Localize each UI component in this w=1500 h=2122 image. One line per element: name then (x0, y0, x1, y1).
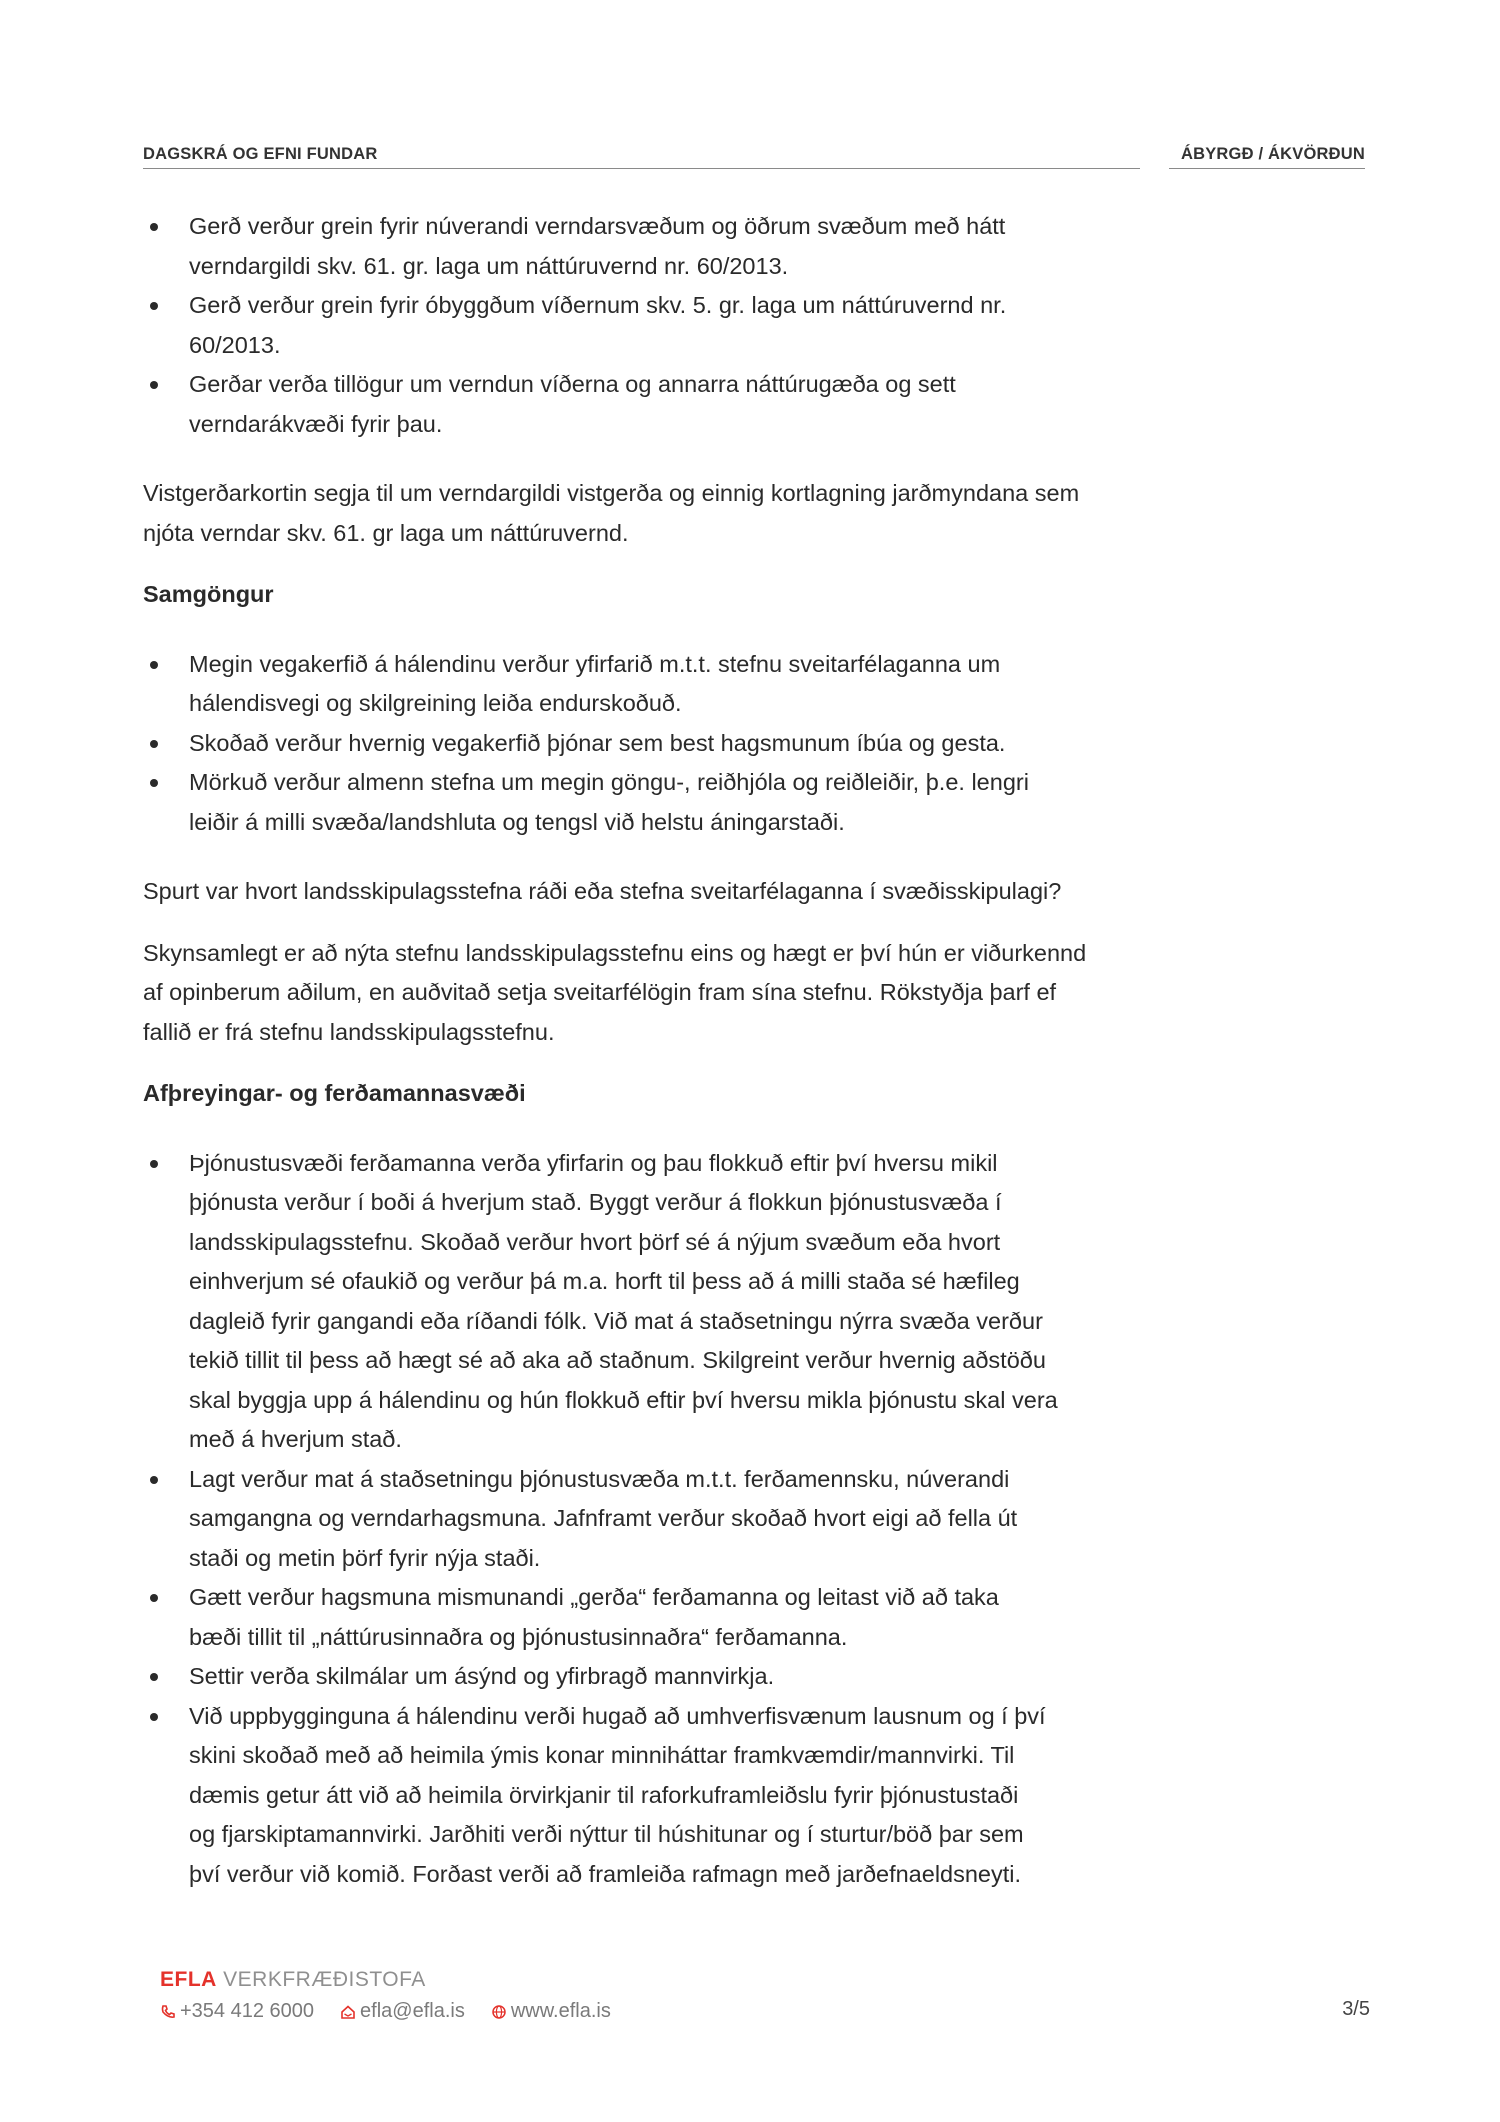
bullet-line: bæði tillit til „náttúrusinnaðra og þjónustusinnaðra“ ferðamanna. (189, 1623, 848, 1650)
bullet-line: Gerðar verða tillögur um verndun víðerna og annarra náttúrugæða og sett (189, 371, 956, 397)
email-address: efla@efla.is (360, 2000, 465, 2022)
bullet-dot-icon (150, 1673, 158, 1681)
bullet-list-samgongur (143, 645, 1143, 843)
bullet-item (143, 1697, 1143, 1895)
bullet-line: þjónusta verður í boði á hverjum stað. Byggt verður á flokkun þjónustusvæða í (189, 1189, 1002, 1215)
document-body (143, 207, 1143, 1894)
bullet-line: Mörkuð verður almenn stefna um megin göngu-, reiðhjóla og reiðleiðir, þ.e. lengri (189, 769, 1029, 795)
bullet-line: með á hverjum stað. (189, 1426, 402, 1452)
bullet-line: Settir verða skilmálar um ásýnd og yfirbragð mannvirkja. (189, 1663, 775, 1689)
phone-number: +354 412 6000 (180, 2000, 315, 2022)
bullet-list-protection (143, 207, 1143, 444)
paragraph-line: Spurt var hvort landsskipulagsstefna ráði eða stefna sveitarfélaganna í svæðisskipulagi? (143, 878, 1062, 904)
bullet-dot-icon (150, 779, 158, 787)
phone-icon (160, 2004, 176, 2020)
bullet-list-afthreying (143, 1144, 1143, 1895)
paragraph-line: af opinberum aðilum, en auðvitað setja sveitarfélögin fram sína stefnu. Rökstyðja þarf ef (143, 979, 1057, 1005)
bullet-line: og fjarskiptamannvirki. Jarðhiti verði nýttur til húshitunar og í sturtur/böð þar sem (189, 1821, 1024, 1847)
bullet-dot-icon (150, 302, 158, 310)
bullet-line: tekið tillit til þess að hægt sé að aka að staðnum. Skilgreint verður hvernig aðstöðu (189, 1347, 1046, 1373)
bullet-line: dagleið fyrir gangandi eða ríðandi fólk. Við mat á staðsetningu nýrra svæða verður (189, 1307, 1043, 1334)
bullet-line: Skoðað verður hvernig vegakerfið þjónar sem best hagsmunum íbúa og gesta. (189, 729, 1006, 756)
bullet-item (143, 365, 1143, 444)
home-mail-icon (340, 2004, 356, 2020)
bullet-item (143, 207, 1143, 286)
bullet-dot-icon (150, 1713, 158, 1721)
page-header (143, 145, 1365, 175)
header-right-title: ÁBYRGÐ / ÁKVÖRÐUN (1169, 145, 1365, 169)
bullet-dot-icon (150, 1476, 158, 1484)
bullet-item (143, 1657, 1143, 1697)
paragraph-line: fallið er frá stefnu landsskipulagsstefnu. (143, 1018, 555, 1045)
page-number: 3/5 (1342, 1998, 1370, 2020)
brand-name: EFLA (160, 1968, 217, 1991)
section-heading-afthreying: Afþreyingar- og ferðamannasvæði (143, 1080, 526, 1106)
bullet-dot-icon (150, 661, 158, 669)
bullet-dot-icon (150, 1594, 158, 1602)
bullet-line: skini skoðað með að heimila ýmis konar minniháttar framkvæmdir/mannvirki. Til (189, 1742, 1015, 1768)
bullet-line: hálendisvegi og skilgreining leiða endurskoðuð. (189, 690, 682, 716)
paragraph-vistgerdir (143, 474, 1143, 553)
section-heading-samgongur: Samgöngur (143, 581, 274, 607)
bullet-item (143, 1578, 1143, 1657)
paragraph-question (143, 872, 1143, 912)
bullet-line: staði og metin þörf fyrir nýja staði. (189, 1544, 541, 1571)
header-left-title: DAGSKRÁ OG EFNI FUNDAR (143, 145, 1140, 169)
paragraph-line: Vistgerðarkortin segja til um verndargildi vistgerða og einnig kortlagning jarðmyndana sem (143, 480, 1080, 506)
bullet-line: Við uppbygginguna á hálendinu verði hugað að umhverfisvænum lausnum og í því (189, 1702, 1046, 1729)
bullet-line: leiðir á milli svæða/landshluta og tengsl við helstu áningarstaði. (189, 808, 845, 835)
bullet-item (143, 645, 1143, 724)
bullet-line: Þjónustusvæði ferðamanna verða yfirfarin og þau flokkuð eftir því hversu mikil (189, 1149, 998, 1176)
bullet-dot-icon (150, 1160, 158, 1168)
bullet-line: verndarákvæði fyrir þau. (189, 410, 443, 437)
brand-subtitle: VERKFRÆÐISTOFA (223, 1968, 426, 1991)
paragraph-line: Skynsamlegt er að nýta stefnu landsskipulagsstefnu eins og hægt er því hún er viðurkennd (143, 939, 1087, 966)
bullet-line: Gerð verður grein fyrir óbyggðum víðernum skv. 5. gr. laga um náttúruvernd nr. (189, 292, 1007, 318)
bullet-item (143, 1460, 1143, 1579)
bullet-line: dæmis getur átt við að heimila örvirkjanir til raforkuframleiðslu fyrir þjónustustaði (189, 1781, 1019, 1808)
bullet-line: landsskipulagsstefnu. Skoðað verður hvort þörf sé á nýjum svæðum eða hvort (189, 1228, 1001, 1255)
bullet-line: Megin vegakerfið á hálendinu verður yfirfarið m.t.t. stefnu sveitarfélaganna um (189, 650, 1001, 677)
bullet-dot-icon (150, 740, 158, 748)
bullet-item (143, 763, 1143, 842)
bullet-line: verndargildi skv. 61. gr. laga um náttúruvernd nr. 60/2013. (189, 252, 789, 279)
bullet-dot-icon (150, 381, 158, 389)
website-url: www.efla.is (510, 2000, 611, 2022)
bullet-line: Lagt verður mat á staðsetningu þjónustusvæða m.t.t. ferðamennsku, núverandi (189, 1465, 1010, 1492)
bullet-item (143, 286, 1143, 365)
bullet-item (143, 1144, 1143, 1460)
bullet-line: skal byggja upp á hálendinu og hún flokkuð eftir því hversu mikla þjónustu skal vera (189, 1386, 1058, 1413)
bullet-item (143, 724, 1143, 764)
bullet-line: Gætt verður hagsmuna mismunandi „gerða“ ferðamanna og leitast við að taka (189, 1584, 999, 1610)
bullet-line: samgangna og verndarhagsmuna. Jafnframt verður skoðað hvort eigi að fella út (189, 1505, 1018, 1531)
paragraph-line: njóta verndar skv. 61. gr laga um náttúruvernd. (143, 519, 629, 546)
contact-email[interactable] (340, 2000, 465, 2023)
bullet-line: einhverjum sé ofaukið og verður þá m.a. horft til þess að á milli staða sé hæfileg (189, 1268, 1020, 1294)
contact-phone[interactable] (160, 2000, 314, 2023)
paragraph-answer (143, 934, 1143, 1053)
page-footer (160, 1968, 1370, 2038)
bullet-line: Gerð verður grein fyrir núverandi verndarsvæðum og öðrum svæðum með hátt (189, 213, 1006, 239)
bullet-dot-icon (150, 223, 158, 231)
contact-website[interactable] (491, 2000, 611, 2023)
contact-info (160, 2000, 611, 2023)
bullet-line: því verður við komið. Forðast verði að framleiða rafmagn með jarðefnaeldsneyti. (189, 1860, 1022, 1887)
company-logo (160, 1968, 426, 1992)
globe-icon (491, 2004, 507, 2020)
bullet-line: 60/2013. (189, 331, 281, 358)
